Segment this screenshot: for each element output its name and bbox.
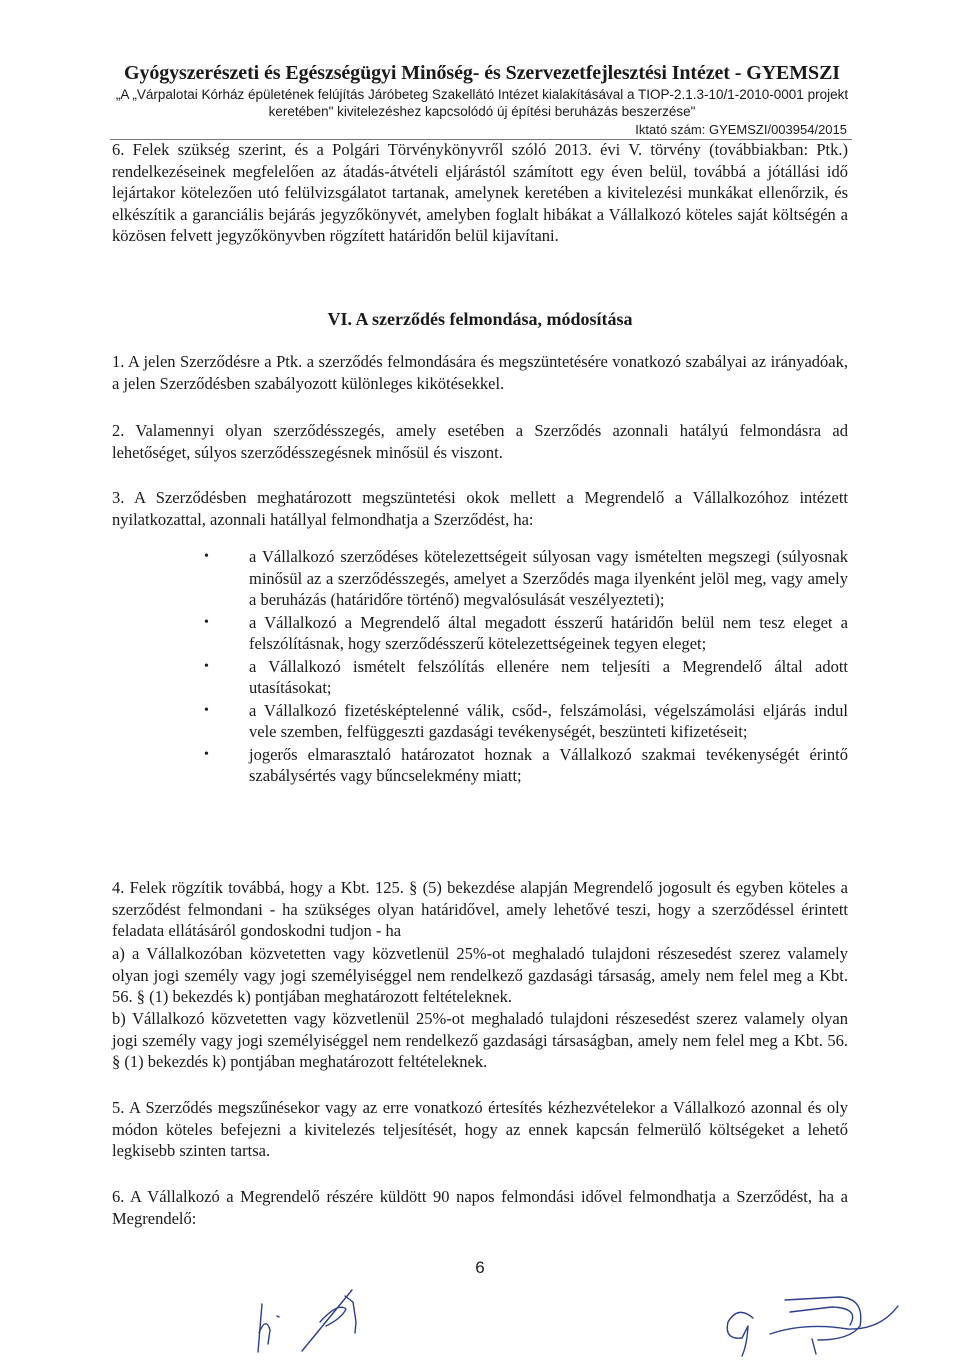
registration-number: Iktató szám: GYEMSZI/003954/2015 [635, 122, 847, 137]
bullet-icon: • [204, 746, 209, 762]
signature-left-icon [258, 1290, 356, 1352]
list-item-text: a Vállalkozó a Megrendelő által megadott ésszerű határidőn belül nem tesz eleget a felszólításnak, hogy szerződésszerű kötelezettségeinek tegyen eleget; [249, 612, 848, 653]
paragraph-1: 1. A jelen Szerződésre a Ptk. a szerződés felmondására és megszüntetésére vonatkozó szabályai az irányadóak, a jelen Szerződésben szabályozott különleges kikötésekkel. [112, 352, 848, 393]
bullet-icon: • [204, 658, 209, 674]
bullet-icon: • [204, 549, 209, 564]
page-number: 6 [475, 1258, 485, 1277]
list-item-text: a Vállalkozó ismételt felszólítás ellenére nem teljesíti a Megrendelő által adott utasításokat; [249, 656, 848, 697]
signature-right-icon [727, 1297, 898, 1356]
bullet-icon: • [204, 702, 209, 718]
project-line-1: „A „Várpalotai Kórház épületének felújítás Járóbeteg Szakellátó Intézet kialakításával a TIOP-2.1.3-10/1-2010-0001 projekt [115, 87, 849, 102]
paragraph-4b: b) Vállalkozó közvetetten vagy közvetlenül 25%-ot meghaladó tulajdoni részesedést szerez valamely olyan jogi személy vagy jogi személyiséggel nem rendelkező gazdasági társaságban, amely nem felel meg a Kbt. 56. § (1) bekezdés k) pontjában meghatározott feltételeknek. [112, 1009, 848, 1071]
section-heading: VI. A szerződés felmondása, módosítása [327, 309, 633, 329]
paragraph-4a: a) a Vállalkozóban közvetetten vagy közvetlenül 25%-ot meghaladó tulajdoni részesedést szerez valamely olyan jogi személy vagy jogi személyiséggel nem rendelkező gazdasági társaság, amely nem felel meg a Kbt. 56. § (1) bekezdés k) pontjában meghatározott feltételeknek. [112, 944, 848, 1006]
list-item-text: a Vállalkozó fizetésképtelenné válik, csőd-, felszámolási, végelszámolási eljárás indul vele szemben, felfüggeszti gazdasági tevékenységét, beszünteti kifizetéseit; [249, 700, 848, 741]
list-item-text: jogerős elmarasztaló határozatot hoznak a Vállalkozó szakmai tevékenységét érintő szabálysértés vagy bűncselekmény miatt; [249, 744, 848, 785]
paragraph-6: 6. A Vállalkozó a Megrendelő részére küldött 90 napos felmondási idővel felmondhatja a Szerződést, ha a Megrendelő: [112, 1187, 848, 1228]
paragraph-3: 3. A Szerződésben meghatározott megszüntetési okok mellett a Megrendelő a Vállalkozóhoz intézett nyilatkozattal, azonnali hatállyal felmondhatja a Szerződést, ha: [112, 488, 848, 529]
project-line-2: keretében" kivitelezéshez kapcsolódó új építési beruházás beszerzése" [268, 104, 696, 119]
institute-title: Gyógyszerészeti és Egészségügyi Minőség- és Szervezetfejlesztési Intézet - GYEMSZI [123, 62, 840, 84]
bullet-icon: • [204, 614, 209, 630]
paragraph-4: 4. Felek rögzítik továbbá, hogy a Kbt. 125. § (5) bekezdése alapján Megrendelő jogosult és egyben köteles a szerződést felmondani - ha szükséges olyan határidővel, amely lehetővé teszi, hogy a szerződéssel érintett feladata ellátásáról gondoskodni tudjon - ha [112, 878, 848, 940]
paragraph-2: 2. Valamennyi olyan szerződésszegés, amely esetében a Szerződés azonnali hatályú felmondásra ad lehetőséget, súlyos szerződésszegésnek minősül és viszont. [112, 421, 848, 462]
list-item-text: a Vállalkozó szerződéses kötelezettségeit súlyosan vagy ismételten megszegi (súlyosnak minősül az a szerződésszegés, amelyet a Szerződés maga ilyenként jelöl meg, vagy amely a beruházás (határidőre történő) megvalósulását veszélyezteti); [249, 547, 848, 609]
paragraph-warranty-inspection: 6. Felek szükség szerint, és a Polgári Törvénykönyvről szóló 2013. évi V. törvény (továbbiakban: Ptk.) rendelkezéseinek megfelelően az átadás-átvételi eljárástól számított egy éven belül, továbbá a jótállási idő lejártakor kötelezően utó felülvizsgálatot tartanak, amelynek keretében a kivitelezési munkákat ellenőrzik, és elkészítik a garanciális bejárás jegyzőkönyvét, amelyben foglalt hibákat a Vállalkozó köteles saját költségén a közösen felvett jegyzőkönyvben rögzített határidőn belül kijavítani. [112, 140, 848, 245]
paragraph-5: 5. A Szerződés megszűnésekor vagy az erre vonatkozó értesítés kézhezvételekor a Vállalkozó azonnal és oly módon köteles befejezni a kivitelezés teljesítését, hogy az ennek kapcsán felmerülő költségeket a lehető legkisebb szinten tartsa. [112, 1098, 848, 1160]
